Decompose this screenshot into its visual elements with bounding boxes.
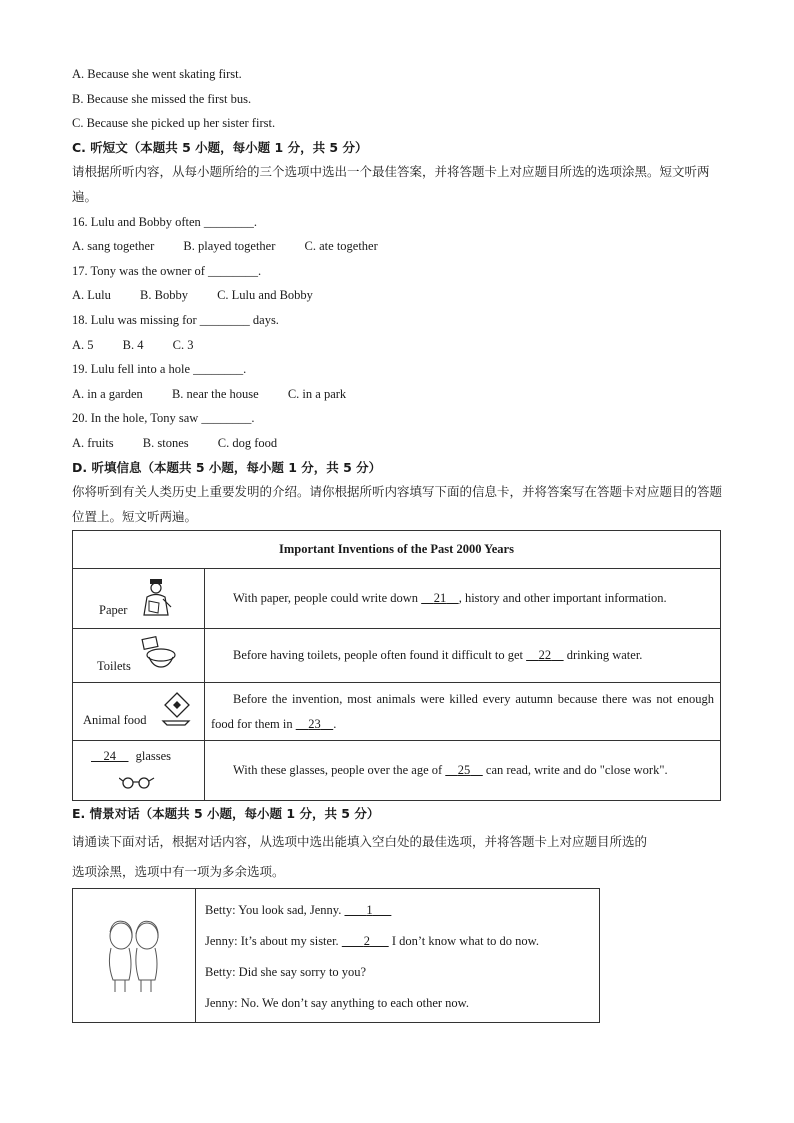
question-17-options <box>72 283 732 308</box>
option-16c: C. ate together <box>304 239 378 254</box>
toilet-icon <box>139 635 179 673</box>
inventions-info-card <box>72 530 721 801</box>
question-20-options <box>72 431 732 456</box>
dialog-line-4: Jenny: No. We don’t say anything to each other now. <box>205 996 469 1010</box>
section-c-questions <box>72 210 732 456</box>
toilets-cell <box>73 629 205 683</box>
glasses-icon <box>119 775 155 789</box>
paper-description: With paper, people could write down 21 , history and other important information. <box>205 569 721 629</box>
option-15b: B. Because she missed the first bus. <box>72 91 252 106</box>
info-card-title: Important Inventions of the Past 2000 Years <box>73 531 721 569</box>
option-20c: C. dog food <box>217 435 278 450</box>
option-17b: B. Bobby <box>140 288 188 303</box>
option-19b: B. near the house <box>171 386 259 401</box>
blank-25: 25 <box>457 763 471 777</box>
paper-label: Paper <box>99 603 128 617</box>
question-18: 18. Lulu was missing for ________ days. <box>72 312 279 327</box>
animal-food-label: Animal food <box>83 713 147 727</box>
glasses-description: With these glasses, people over the age of 25 can read, write and do "close work". <box>205 741 721 801</box>
section-e-instruction-line2: 选项涂黑，选项中有一项为多余选项。 <box>72 863 285 879</box>
question-16-options <box>72 234 732 259</box>
section-d-instruction: 你将听到有关人类历史上重要发明的介绍。请你根据所听内容填写下面的信息卡，并将答案写在答题卡对应题目的答题位置上。短文听两遍。 <box>72 484 723 524</box>
section-e-instruction-line1: 请通读下面对话，根据对话内容，从选项中选出能填入空白处的最佳选项，并将答题卡上对应题目所选的 <box>72 833 648 849</box>
blank-23: 23 <box>308 716 321 731</box>
blank-e1: 1 <box>366 903 373 917</box>
option-19a: A. in a garden <box>72 386 143 401</box>
girls-illustration <box>73 889 196 1023</box>
paper-cell <box>73 569 205 629</box>
option-17c: C. Lulu and Bobby <box>217 288 313 303</box>
option-18b: B. 4 <box>122 337 144 352</box>
scholar-writing-icon <box>137 577 177 619</box>
two-girls-icon <box>99 914 169 994</box>
section-e-heading: E. 情景对话（本题共 5 小题，每小题 1 分，共 5 分） <box>72 806 380 821</box>
question-19-options <box>72 382 732 407</box>
animal-food-icon <box>159 691 195 727</box>
section-c-heading: C. 听短文（本题共 5 小题，每小题 1 分，共 5 分） <box>72 139 368 155</box>
animal-food-cell <box>73 683 205 741</box>
option-19c: C. in a park <box>287 386 347 401</box>
option-17a: A. Lulu <box>72 288 111 303</box>
blank-24: 24 <box>103 749 116 763</box>
section-d-heading: D. 听填信息（本题共 5 小题，每小题 1 分，共 5 分） <box>72 459 382 475</box>
blank-e2: 2 <box>363 934 370 948</box>
toilets-description: Before having toilets, people often found it difficult to get 22 drinking water. <box>205 629 721 683</box>
question-19: 19. Lulu fell into a hole ________. <box>72 362 247 377</box>
question-18-options <box>72 333 732 358</box>
blank-21: 21 <box>433 591 447 605</box>
blank-22: 22 <box>538 648 552 662</box>
animal-food-description: Before the invention, most animals were killed every autumn because there was not enough food for them in 23 . <box>205 683 721 741</box>
option-15a: A. Because she went skating first. <box>72 67 242 81</box>
option-15c: C. Because she picked up her sister first. <box>72 116 276 131</box>
toilets-label: Toilets <box>97 659 131 673</box>
option-20a: A. fruits <box>72 435 114 450</box>
option-18a: A. 5 <box>72 337 94 352</box>
option-18c: C. 3 <box>172 337 194 352</box>
dialog-line-3: Betty: Did she say sorry to you? <box>205 965 367 979</box>
option-16a: A. sang together <box>72 239 155 254</box>
glasses-cell <box>73 741 205 801</box>
question-16: 16. Lulu and Bobby often ________. <box>72 214 258 229</box>
question-17: 17. Tony was the owner of ________. <box>72 263 262 278</box>
section-c-instruction: 请根据所听内容，从每小题所给的三个选项中选出一个最佳答案，并将答题卡上对应题目所选的选项涂黑。短文听两遍。 <box>72 164 710 204</box>
dialog-line-2: Jenny: It’s about my sister. 2 I don’t know what to do now. <box>197 926 598 957</box>
dialog-lines <box>196 889 600 1023</box>
option-20b: B. stones <box>142 435 189 450</box>
option-16b: B. played together <box>183 239 276 254</box>
glasses-label: glasses <box>135 749 172 763</box>
dialog-table <box>72 888 600 1023</box>
dialog-line-1: Betty: You look sad, Jenny. 1 <box>197 895 598 926</box>
question-20: 20. In the hole, Tony saw ________. <box>72 411 255 426</box>
